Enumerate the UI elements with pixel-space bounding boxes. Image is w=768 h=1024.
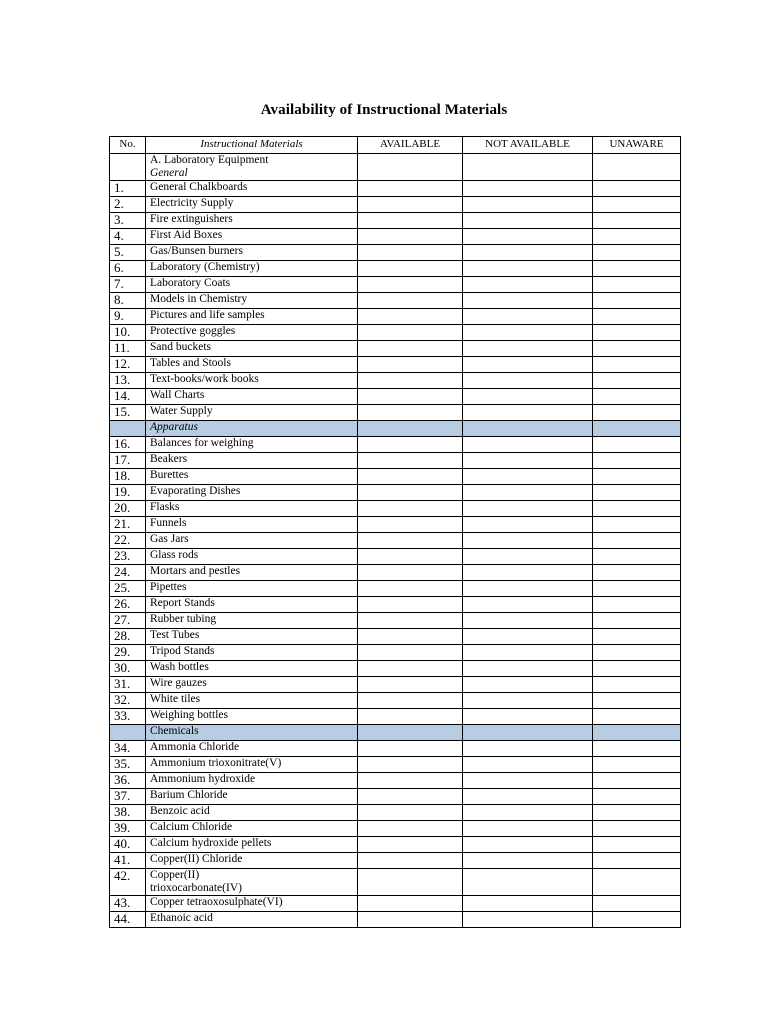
unaware-cell[interactable]: [593, 629, 681, 645]
unaware-cell[interactable]: [593, 485, 681, 501]
material-name: Benzoic acid: [146, 805, 358, 821]
material-name: Fire extinguishers: [146, 213, 358, 229]
material-name: General Chalkboards: [146, 181, 358, 197]
material-name: Calcium hydroxide pellets: [146, 837, 358, 853]
category-sublabel: General: [150, 167, 188, 179]
available-cell[interactable]: [358, 896, 463, 912]
not-available-cell[interactable]: [463, 421, 593, 437]
available-cell[interactable]: [358, 277, 463, 293]
table-body: [110, 154, 681, 928]
available-cell[interactable]: [358, 389, 463, 405]
unaware-cell[interactable]: [593, 853, 681, 869]
table-row: [110, 325, 681, 341]
available-cell[interactable]: [358, 229, 463, 245]
available-cell[interactable]: [358, 197, 463, 213]
row-number: 26.: [110, 597, 146, 613]
unaware-cell[interactable]: [593, 597, 681, 613]
material-name: Evaporating Dishes: [146, 485, 358, 501]
available-cell[interactable]: [358, 533, 463, 549]
row-number: 4.: [110, 229, 146, 245]
unaware-cell[interactable]: [593, 789, 681, 805]
row-number: 44.: [110, 912, 146, 928]
not-available-cell[interactable]: [463, 245, 593, 261]
material-name: Ethanoic acid: [146, 912, 358, 928]
page-title: Availability of Instructional Materials: [260, 102, 508, 118]
not-available-cell[interactable]: [463, 309, 593, 325]
not-available-cell[interactable]: [463, 661, 593, 677]
row-number: 19.: [110, 485, 146, 501]
table-row: [110, 181, 681, 197]
not-available-cell[interactable]: [463, 741, 593, 757]
not-available-cell[interactable]: [463, 357, 593, 373]
row-number: 24.: [110, 565, 146, 581]
material-name: Barium Chloride: [146, 789, 358, 805]
available-cell[interactable]: [358, 741, 463, 757]
unaware-cell[interactable]: [593, 421, 681, 437]
table-row: [110, 821, 681, 837]
not-available-cell[interactable]: [463, 197, 593, 213]
category-cell: [146, 154, 358, 181]
available-cell[interactable]: [358, 869, 463, 896]
row-number: 33.: [110, 709, 146, 725]
header-instructional-materials: Instructional Materials: [146, 137, 358, 154]
material-name: Pipettes: [146, 581, 358, 597]
row-number: 41.: [110, 853, 146, 869]
not-available-cell[interactable]: [463, 277, 593, 293]
section-label: Apparatus: [146, 421, 358, 437]
unaware-cell[interactable]: [593, 837, 681, 853]
material-name: Wire gauzes: [146, 677, 358, 693]
unaware-cell[interactable]: [593, 821, 681, 837]
not-available-cell[interactable]: [463, 181, 593, 197]
not-available-cell[interactable]: [463, 677, 593, 693]
unaware-cell[interactable]: [593, 469, 681, 485]
material-name: Weighing bottles: [146, 709, 358, 725]
material-name-line: Copper(II): [150, 869, 200, 881]
header-available: AVAILABLE: [358, 137, 463, 154]
unaware-cell[interactable]: [593, 229, 681, 245]
section-label: Chemicals: [146, 725, 358, 741]
available-cell[interactable]: [358, 421, 463, 437]
not-available-cell[interactable]: [463, 293, 593, 309]
table-row: [110, 629, 681, 645]
row-number: 12.: [110, 357, 146, 373]
unaware-cell[interactable]: [593, 565, 681, 581]
not-available-cell[interactable]: [463, 549, 593, 565]
table-row: [110, 485, 681, 501]
not-available-cell[interactable]: [463, 325, 593, 341]
unaware-cell[interactable]: [593, 912, 681, 928]
row-number: 10.: [110, 325, 146, 341]
not-available-cell[interactable]: [463, 597, 593, 613]
unaware-cell[interactable]: [593, 437, 681, 453]
available-cell[interactable]: [358, 757, 463, 773]
material-name: Wash bottles: [146, 661, 358, 677]
table-row: [110, 213, 681, 229]
unaware-cell[interactable]: [593, 677, 681, 693]
material-name: Report Stands: [146, 597, 358, 613]
row-number: 9.: [110, 309, 146, 325]
header-unaware: UNAWARE: [593, 137, 681, 154]
table-row: [110, 501, 681, 517]
row-number: 6.: [110, 261, 146, 277]
table-row: [110, 373, 681, 389]
row-number: 40.: [110, 837, 146, 853]
unaware-cell[interactable]: [593, 197, 681, 213]
available-cell[interactable]: [358, 517, 463, 533]
available-cell[interactable]: [358, 245, 463, 261]
unaware-cell[interactable]: [593, 293, 681, 309]
section-row: [110, 421, 681, 437]
material-name: [146, 869, 358, 896]
not-available-cell[interactable]: [463, 912, 593, 928]
table-row: [110, 453, 681, 469]
available-cell[interactable]: [358, 821, 463, 837]
material-name: Ammonium hydroxide: [146, 773, 358, 789]
material-name: Tables and Stools: [146, 357, 358, 373]
table-row: [110, 677, 681, 693]
available-cell[interactable]: [358, 325, 463, 341]
table-row: [110, 789, 681, 805]
table-row: [110, 565, 681, 581]
not-available-cell[interactable]: [463, 837, 593, 853]
table-row: [110, 357, 681, 373]
unaware-cell[interactable]: [593, 517, 681, 533]
table-row: [110, 757, 681, 773]
table-row: [110, 912, 681, 928]
table-row: [110, 277, 681, 293]
not-available-cell[interactable]: [463, 517, 593, 533]
not-available-cell[interactable]: [463, 261, 593, 277]
available-cell[interactable]: [358, 725, 463, 741]
unaware-cell[interactable]: [593, 453, 681, 469]
unaware-cell[interactable]: [593, 389, 681, 405]
row-number: 43.: [110, 896, 146, 912]
section-row: [110, 725, 681, 741]
not-available-cell[interactable]: [463, 629, 593, 645]
not-available-cell[interactable]: [463, 581, 593, 597]
table-row: [110, 309, 681, 325]
unaware-cell[interactable]: [593, 757, 681, 773]
unaware-cell[interactable]: [593, 661, 681, 677]
row-number: 39.: [110, 821, 146, 837]
available-cell[interactable]: [358, 837, 463, 853]
not-available-cell[interactable]: [463, 373, 593, 389]
not-available-cell[interactable]: [463, 693, 593, 709]
available-cell[interactable]: [358, 485, 463, 501]
material-name: Calcium Chloride: [146, 821, 358, 837]
unaware-cell[interactable]: [593, 154, 681, 181]
available-cell[interactable]: [358, 469, 463, 485]
table-row: [110, 197, 681, 213]
not-available-cell[interactable]: [463, 501, 593, 517]
material-name: Beakers: [146, 453, 358, 469]
available-cell[interactable]: [358, 629, 463, 645]
material-name: White tiles: [146, 693, 358, 709]
available-cell[interactable]: [358, 597, 463, 613]
table-row: [110, 661, 681, 677]
table-row: [110, 837, 681, 853]
unaware-cell[interactable]: [593, 309, 681, 325]
material-name: First Aid Boxes: [146, 229, 358, 245]
unaware-cell[interactable]: [593, 709, 681, 725]
table-row: [110, 533, 681, 549]
available-cell[interactable]: [358, 805, 463, 821]
table-row: [110, 341, 681, 357]
available-cell[interactable]: [358, 709, 463, 725]
row-number-cell: [110, 725, 146, 741]
unaware-cell[interactable]: [593, 357, 681, 373]
table-row: [110, 896, 681, 912]
header-no: No.: [110, 137, 146, 154]
unaware-cell[interactable]: [593, 773, 681, 789]
not-available-cell[interactable]: [463, 773, 593, 789]
not-available-cell[interactable]: [463, 805, 593, 821]
unaware-cell[interactable]: [593, 405, 681, 421]
table-row: [110, 245, 681, 261]
row-number: 2.: [110, 197, 146, 213]
row-number: 31.: [110, 677, 146, 693]
unaware-cell[interactable]: [593, 261, 681, 277]
row-number: 15.: [110, 405, 146, 421]
not-available-cell[interactable]: [463, 405, 593, 421]
unaware-cell[interactable]: [593, 213, 681, 229]
material-name: Copper tetraoxosulphate(VI): [146, 896, 358, 912]
table-row: [110, 709, 681, 725]
materials-table: [109, 136, 681, 928]
material-name-line: trioxocarbonate(IV): [150, 882, 242, 894]
available-cell[interactable]: [358, 661, 463, 677]
material-name: Copper(II) Chloride: [146, 853, 358, 869]
table-row: [110, 597, 681, 613]
not-available-cell[interactable]: [463, 437, 593, 453]
row-number: 11.: [110, 341, 146, 357]
material-name: Tripod Stands: [146, 645, 358, 661]
table-row: [110, 853, 681, 869]
material-name: Laboratory (Chemistry): [146, 261, 358, 277]
unaware-cell[interactable]: [593, 725, 681, 741]
row-number: 3.: [110, 213, 146, 229]
material-name: Flasks: [146, 501, 358, 517]
table-row: [110, 261, 681, 277]
table-row: [110, 869, 681, 896]
not-available-cell[interactable]: [463, 821, 593, 837]
material-name: Rubber tubing: [146, 613, 358, 629]
row-number: 23.: [110, 549, 146, 565]
table-row: [110, 405, 681, 421]
available-cell[interactable]: [358, 645, 463, 661]
material-name: Water Supply: [146, 405, 358, 421]
unaware-cell[interactable]: [593, 245, 681, 261]
not-available-cell[interactable]: [463, 154, 593, 181]
row-number: 36.: [110, 773, 146, 789]
table-row: [110, 437, 681, 453]
unaware-cell[interactable]: [593, 549, 681, 565]
row-number: 1.: [110, 181, 146, 197]
unaware-cell[interactable]: [593, 341, 681, 357]
available-cell[interactable]: [358, 437, 463, 453]
material-name: Funnels: [146, 517, 358, 533]
row-number: 32.: [110, 693, 146, 709]
unaware-cell[interactable]: [593, 581, 681, 597]
row-number: 5.: [110, 245, 146, 261]
available-cell[interactable]: [358, 693, 463, 709]
available-cell[interactable]: [358, 501, 463, 517]
available-cell[interactable]: [358, 853, 463, 869]
material-name: Models in Chemistry: [146, 293, 358, 309]
row-number: 29.: [110, 645, 146, 661]
table-row: [110, 613, 681, 629]
not-available-cell[interactable]: [463, 485, 593, 501]
row-number-cell: [110, 154, 146, 181]
unaware-cell[interactable]: [593, 325, 681, 341]
material-name: Ammonia Chloride: [146, 741, 358, 757]
table-row: [110, 581, 681, 597]
available-cell[interactable]: [358, 261, 463, 277]
available-cell[interactable]: [358, 789, 463, 805]
row-number: 20.: [110, 501, 146, 517]
not-available-cell[interactable]: [463, 229, 593, 245]
not-available-cell[interactable]: [463, 213, 593, 229]
unaware-cell[interactable]: [593, 645, 681, 661]
row-number: 21.: [110, 517, 146, 533]
unaware-cell[interactable]: [593, 501, 681, 517]
not-available-cell[interactable]: [463, 757, 593, 773]
row-number: 22.: [110, 533, 146, 549]
material-name: Glass rods: [146, 549, 358, 565]
not-available-cell[interactable]: [463, 725, 593, 741]
row-number: 38.: [110, 805, 146, 821]
material-name: Wall Charts: [146, 389, 358, 405]
material-name: Sand buckets: [146, 341, 358, 357]
not-available-cell[interactable]: [463, 533, 593, 549]
available-cell[interactable]: [358, 613, 463, 629]
category-row: [110, 154, 681, 181]
material-name: Burettes: [146, 469, 358, 485]
not-available-cell[interactable]: [463, 645, 593, 661]
available-cell[interactable]: [358, 154, 463, 181]
unaware-cell[interactable]: [593, 373, 681, 389]
available-cell[interactable]: [358, 453, 463, 469]
table-row: [110, 741, 681, 757]
table-row: [110, 693, 681, 709]
header-not-available: NOT AVAILABLE: [463, 137, 593, 154]
available-cell[interactable]: [358, 581, 463, 597]
not-available-cell[interactable]: [463, 853, 593, 869]
table-row: [110, 469, 681, 485]
row-number: 25.: [110, 581, 146, 597]
available-cell[interactable]: [358, 405, 463, 421]
available-cell[interactable]: [358, 565, 463, 581]
row-number: 35.: [110, 757, 146, 773]
table-row: [110, 229, 681, 245]
not-available-cell[interactable]: [463, 869, 593, 896]
material-name: Text-books/work books: [146, 373, 358, 389]
row-number: 42.: [110, 869, 146, 896]
table-row: [110, 549, 681, 565]
table-row: [110, 293, 681, 309]
available-cell[interactable]: [358, 309, 463, 325]
material-name: Ammonium trioxonitrate(V): [146, 757, 358, 773]
row-number: 27.: [110, 613, 146, 629]
material-name: Pictures and life samples: [146, 309, 358, 325]
unaware-cell[interactable]: [593, 533, 681, 549]
unaware-cell[interactable]: [593, 613, 681, 629]
row-number: 13.: [110, 373, 146, 389]
available-cell[interactable]: [358, 773, 463, 789]
row-number: 30.: [110, 661, 146, 677]
not-available-cell[interactable]: [463, 565, 593, 581]
row-number: 16.: [110, 437, 146, 453]
material-name: Laboratory Coats: [146, 277, 358, 293]
material-name: Gas Jars: [146, 533, 358, 549]
row-number: 28.: [110, 629, 146, 645]
row-number: 34.: [110, 741, 146, 757]
available-cell[interactable]: [358, 677, 463, 693]
unaware-cell[interactable]: [593, 805, 681, 821]
not-available-cell[interactable]: [463, 341, 593, 357]
row-number: 14.: [110, 389, 146, 405]
available-cell[interactable]: [358, 357, 463, 373]
not-available-cell[interactable]: [463, 896, 593, 912]
unaware-cell[interactable]: [593, 181, 681, 197]
material-name: Test Tubes: [146, 629, 358, 645]
row-number-cell: [110, 421, 146, 437]
not-available-cell[interactable]: [463, 389, 593, 405]
table-row: [110, 517, 681, 533]
not-available-cell[interactable]: [463, 709, 593, 725]
material-name: Electricity Supply: [146, 197, 358, 213]
row-number: 17.: [110, 453, 146, 469]
not-available-cell[interactable]: [463, 469, 593, 485]
not-available-cell[interactable]: [463, 453, 593, 469]
available-cell[interactable]: [358, 549, 463, 565]
unaware-cell[interactable]: [593, 277, 681, 293]
available-cell[interactable]: [358, 181, 463, 197]
available-cell[interactable]: [358, 341, 463, 357]
category-label: A. Laboratory Equipment: [150, 154, 269, 166]
not-available-cell[interactable]: [463, 613, 593, 629]
unaware-cell[interactable]: [593, 693, 681, 709]
available-cell[interactable]: [358, 373, 463, 389]
unaware-cell[interactable]: [593, 869, 681, 896]
available-cell[interactable]: [358, 213, 463, 229]
table-header-row: [110, 137, 681, 154]
material-name: Balances for weighing: [146, 437, 358, 453]
material-name: Protective goggles: [146, 325, 358, 341]
table-row: [110, 645, 681, 661]
unaware-cell[interactable]: [593, 896, 681, 912]
row-number: 8.: [110, 293, 146, 309]
table-row: [110, 389, 681, 405]
material-name: Gas/Bunsen burners: [146, 245, 358, 261]
table-row: [110, 805, 681, 821]
not-available-cell[interactable]: [463, 789, 593, 805]
available-cell[interactable]: [358, 293, 463, 309]
row-number: 37.: [110, 789, 146, 805]
row-number: 7.: [110, 277, 146, 293]
table-row: [110, 773, 681, 789]
material-name: Mortars and pestles: [146, 565, 358, 581]
available-cell[interactable]: [358, 912, 463, 928]
unaware-cell[interactable]: [593, 741, 681, 757]
row-number: 18.: [110, 469, 146, 485]
